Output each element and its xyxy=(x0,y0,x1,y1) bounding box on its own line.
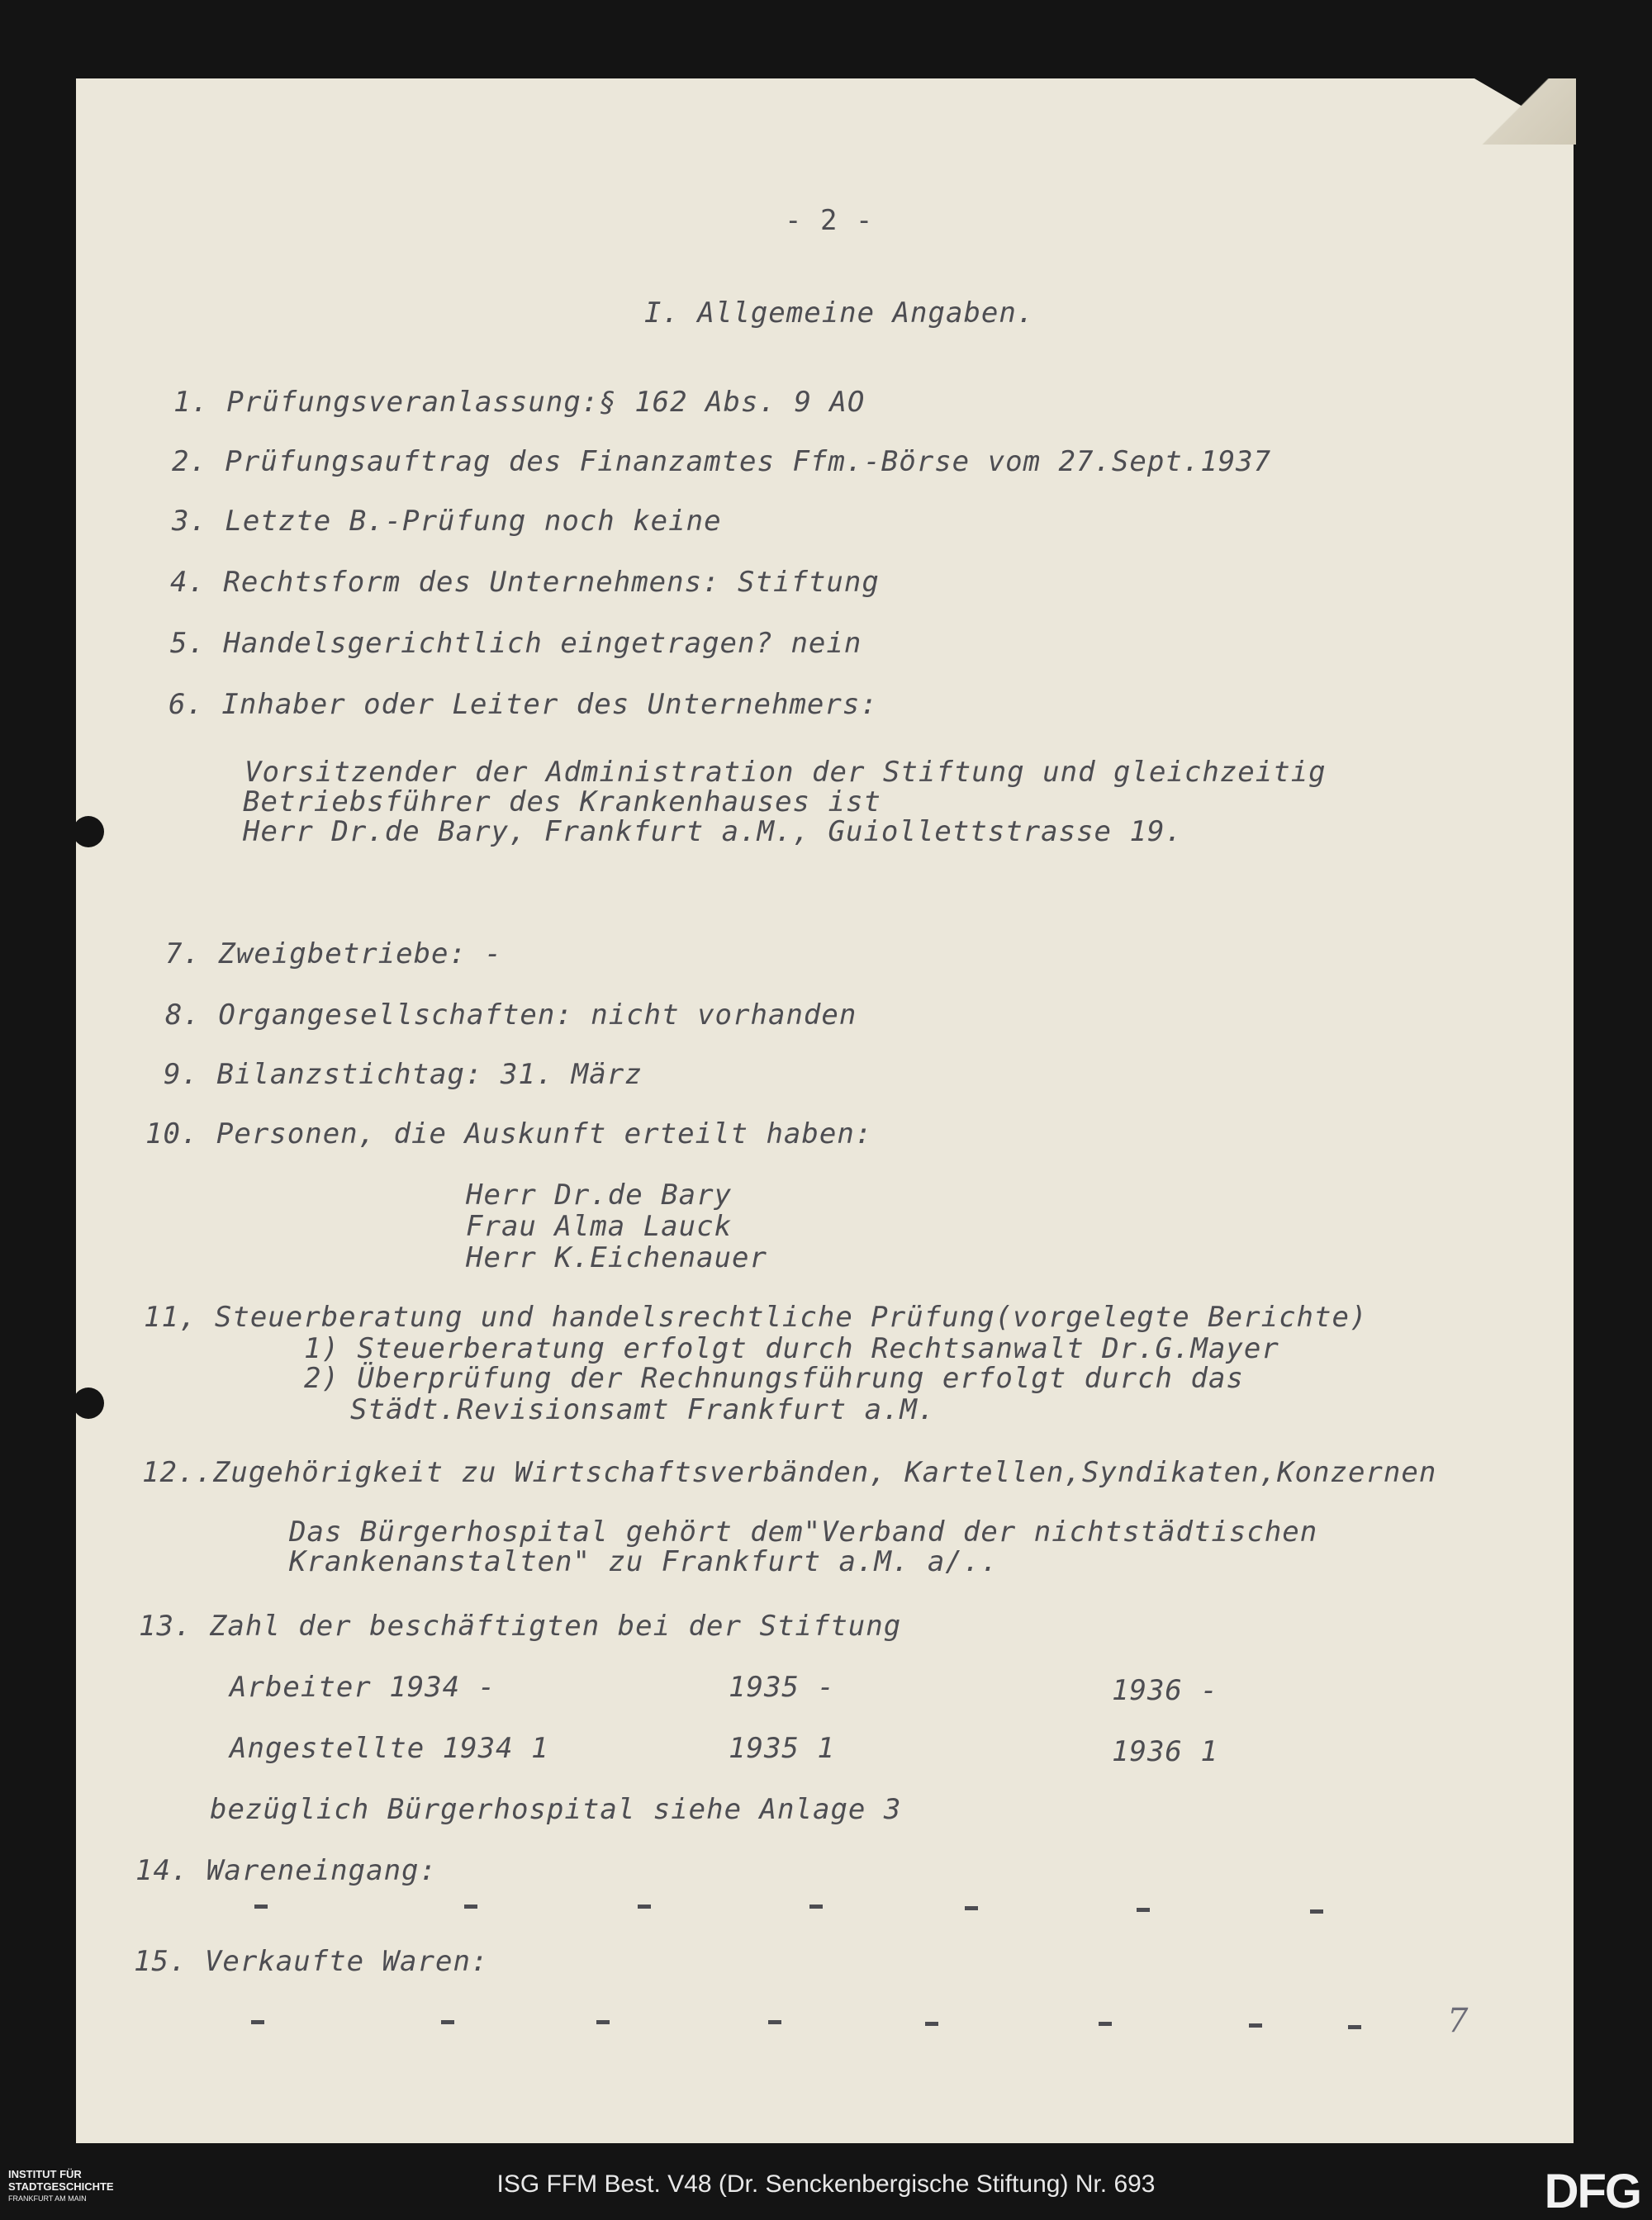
logo-line: INSTITUT FÜR xyxy=(8,2168,82,2180)
list-item: 4. Rechtsform des Unternehmens: Stiftung xyxy=(170,566,880,599)
page-number: - 2 - xyxy=(785,204,874,237)
list-item: 9. Bilanzstichtag: 31. März xyxy=(164,1058,643,1091)
dash-mark xyxy=(965,1906,978,1910)
folded-corner xyxy=(1464,78,1576,145)
list-item: 1. Prüfungsveranlassung:§ 162 Abs. 9 AO xyxy=(173,386,866,419)
dash-mark xyxy=(809,1905,823,1909)
table-cell: Angestellte 1934 1 xyxy=(230,1732,549,1765)
punch-hole xyxy=(73,816,104,847)
dash-mark xyxy=(596,2020,610,2024)
section-title: I. Allgemeine Angaben. xyxy=(644,296,1035,330)
list-item: 5. Handelsgerichtlich eingetragen? nein xyxy=(170,627,862,660)
logo-line: STADTGESCHICHTE xyxy=(8,2180,114,2193)
detail-line: Das Bürgerhospital gehört dem"Verband der nichtstädtischen xyxy=(289,1516,1318,1549)
list-item: 6. Inhaber oder Leiter des Unternehmers: xyxy=(169,688,878,721)
list-item: 14. Wareneingang: xyxy=(135,1854,437,1887)
archive-reference: ISG FFM Best. V48 (Dr. Senckenbergische Stiftung) Nr. 693 xyxy=(496,2170,1156,2198)
detail-line: Betriebsführer des Krankenhauses ist xyxy=(243,785,881,818)
table-cell: 1936 - xyxy=(1112,1674,1218,1707)
dash-mark xyxy=(1348,2025,1361,2029)
list-item: 15. Verkaufte Waren: xyxy=(134,1945,489,1978)
dash-mark xyxy=(768,2020,781,2024)
detail-line: Städt.Revisionsamt Frankfurt a.M. xyxy=(350,1393,936,1426)
table-cell: Arbeiter 1934 - xyxy=(230,1671,496,1704)
detail-line: 2) Überprüfung der Rechnungsführung erfolgt durch das xyxy=(304,1362,1244,1395)
detail-line: Vorsitzender der Administration der Stiftung und gleichzeitig xyxy=(244,756,1327,789)
dash-mark xyxy=(254,1905,268,1909)
list-item: 2. Prüfungsauftrag des Finanzamtes Ffm.-Börse vom 27.Sept.1937 xyxy=(172,445,1272,478)
list-item: 8. Organgesellschaften: nicht vorhanden xyxy=(165,999,857,1032)
dash-mark xyxy=(1137,1908,1150,1912)
dash-mark xyxy=(441,2020,454,2024)
dash-mark xyxy=(638,1905,651,1909)
item-heading: 13. Zahl der beschäftigten bei der Stiftung xyxy=(139,1610,902,1643)
handwritten-page-mark: 7 xyxy=(1447,2002,1469,2040)
detail-line: 1) Steuerberatung erfolgt durch Rechtsanwalt Dr.G.Mayer xyxy=(304,1332,1279,1365)
table-cell: 1935 1 xyxy=(729,1732,835,1765)
dash-mark xyxy=(925,2022,938,2026)
punch-hole xyxy=(73,1388,104,1419)
detail-line: Herr Dr.de Bary, Frankfurt a.M., Guiollettstrasse 19. xyxy=(243,815,1183,848)
list-item: 10. Personen, die Auskunft erteilt haben: xyxy=(145,1117,873,1150)
dash-mark xyxy=(464,1905,477,1909)
dash-mark xyxy=(1249,2023,1262,2028)
table-cell: 1936 1 xyxy=(1112,1735,1218,1768)
list-item: 3. Letzte B.-Prüfung noch keine xyxy=(172,505,722,538)
dfg-logo: DFG xyxy=(1544,2165,1640,2218)
person-name: Frau Alma Lauck xyxy=(466,1210,733,1243)
person-name: Herr K.Eichenauer xyxy=(466,1241,767,1274)
dash-mark xyxy=(1310,1909,1323,1914)
dash-mark xyxy=(251,2020,264,2024)
person-name: Herr Dr.de Bary xyxy=(466,1179,733,1212)
item-heading: 12..Zugehörigkeit zu Wirtschaftsverbänden, Kartellen,Syndikaten,Konzernen xyxy=(142,1456,1437,1489)
note-line: bezüglich Bürgerhospital siehe Anlage 3 xyxy=(210,1793,902,1826)
table-cell: 1935 - xyxy=(729,1671,835,1704)
dash-mark xyxy=(1099,2022,1112,2026)
logo-line: FRANKFURT AM MAIN xyxy=(8,2194,87,2203)
item-heading: 11, Steuerberatung und handelsrechtliche Prüfung(vorgelegte Berichte) xyxy=(144,1301,1368,1334)
detail-line: Krankenanstalten" zu Frankfurt a.M. a/.. xyxy=(289,1545,999,1578)
list-item: 7. Zweigbetriebe: - xyxy=(165,937,502,970)
